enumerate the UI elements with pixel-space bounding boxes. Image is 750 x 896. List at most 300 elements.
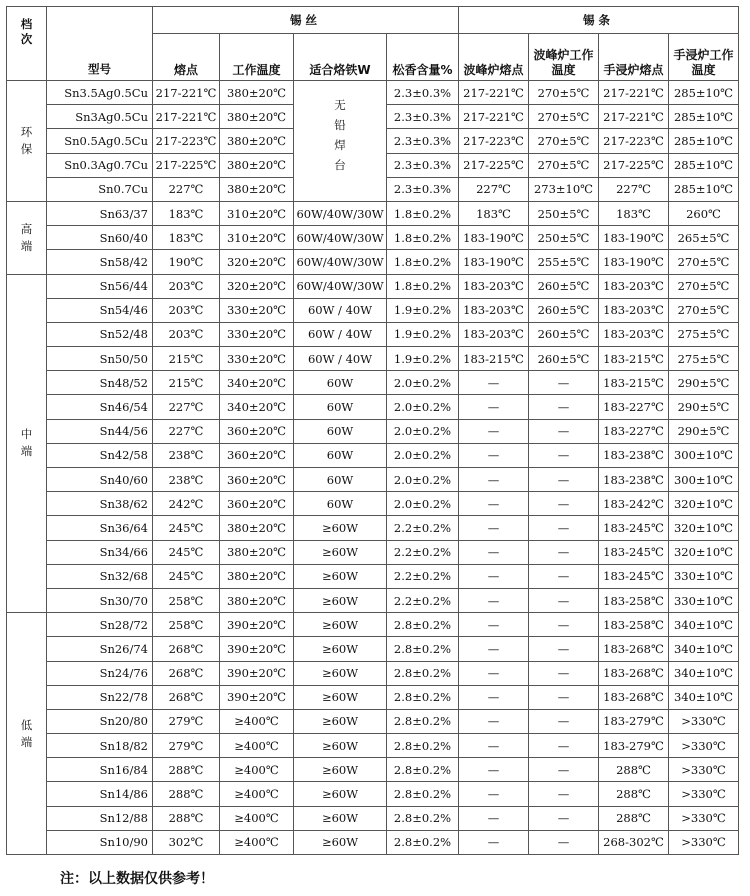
wave-work-cell: — [529,661,599,685]
work-temp-cell: 380±20℃ [220,588,294,612]
dip-melt-cell: 183-279℃ [599,709,669,733]
rosin-cell: 2.2±0.2% [387,588,459,612]
rosin-cell: 1.8±0.2% [387,250,459,274]
iron-cell: 60W [294,443,387,467]
melt-cell: 302℃ [153,830,220,854]
iron-cell: ≥60W [294,613,387,637]
bar-dip-melt-header: 手浸炉熔点 [599,34,669,81]
wave-melt-cell: 217-221℃ [459,81,529,105]
model-cell: Sn36/64 [47,516,153,540]
dip-work-cell: 265±5℃ [669,226,739,250]
table-row [7,226,739,250]
work-temp-cell: 390±20℃ [220,613,294,637]
dip-melt-cell: 183-203℃ [599,322,669,346]
melt-cell: 227℃ [153,419,220,443]
wave-melt-cell: — [459,564,529,588]
wave-work-cell: — [529,685,599,709]
dip-melt-cell: 217-225℃ [599,153,669,177]
dip-melt-cell: 183-227℃ [599,395,669,419]
category-cell: 中端 [7,274,47,613]
wave-work-cell: — [529,443,599,467]
wave-work-cell: 270±5℃ [529,129,599,153]
iron-cell: ≥60W [294,734,387,758]
dip-work-cell: 300±10℃ [669,468,739,492]
rosin-cell: 2.8±0.2% [387,709,459,733]
wire-group-header: 锡丝 [153,7,459,34]
dip-work-cell: 285±10℃ [669,177,739,201]
iron-cell: ≥60W [294,516,387,540]
wave-work-cell: 270±5℃ [529,81,599,105]
bar-wave-work-header: 波峰炉工作温度 [529,34,599,81]
rosin-cell: 2.3±0.3% [387,105,459,129]
melt-cell: 190℃ [153,250,220,274]
dip-work-cell: 340±10℃ [669,613,739,637]
work-temp-cell: 310±20℃ [220,226,294,250]
model-cell: Sn3.5Ag0.5Cu [47,81,153,105]
melt-cell: 288℃ [153,806,220,830]
wave-melt-cell: 183-203℃ [459,322,529,346]
melt-cell: 217-225℃ [153,153,220,177]
model-cell: Sn32/68 [47,564,153,588]
table-row [7,201,739,225]
model-cell: Sn46/54 [47,395,153,419]
wave-work-cell: — [529,419,599,443]
model-cell: Sn42/58 [47,443,153,467]
work-temp-cell: 380±20℃ [220,564,294,588]
wave-melt-cell: — [459,419,529,443]
wave-work-cell: — [529,564,599,588]
dip-melt-cell: 183-227℃ [599,419,669,443]
work-temp-cell: 340±20℃ [220,395,294,419]
work-temp-cell: 320±20℃ [220,250,294,274]
iron-cell: ≥60W [294,758,387,782]
dip-work-cell: 270±5℃ [669,298,739,322]
melt-cell: 215℃ [153,371,220,395]
dip-work-cell: 340±10℃ [669,637,739,661]
melt-cell: 288℃ [153,782,220,806]
model-cell: Sn63/37 [47,201,153,225]
wave-melt-cell: — [459,588,529,612]
wave-melt-cell: — [459,492,529,516]
wave-work-cell: — [529,588,599,612]
wave-work-cell: 260±5℃ [529,322,599,346]
dip-work-cell: 275±5℃ [669,347,739,371]
iron-cell: ≥60W [294,588,387,612]
model-cell: Sn18/82 [47,734,153,758]
dip-melt-cell: 217-223℃ [599,129,669,153]
model-cell: Sn48/52 [47,371,153,395]
work-temp-cell: 330±20℃ [220,298,294,322]
work-temp-cell: 380±20℃ [220,540,294,564]
rosin-cell: 1.8±0.2% [387,274,459,298]
dip-work-cell: 320±10℃ [669,540,739,564]
table-row [7,758,739,782]
dip-melt-cell: 227℃ [599,177,669,201]
category-cell: 环保 [7,81,47,202]
melt-cell: 268℃ [153,661,220,685]
category-cell: 低端 [7,613,47,855]
rosin-cell: 1.9±0.2% [387,298,459,322]
wave-work-cell: 260±5℃ [529,347,599,371]
melt-cell: 217-221℃ [153,105,220,129]
work-temp-cell: 380±20℃ [220,516,294,540]
table-row [7,637,739,661]
wave-melt-cell: — [459,830,529,854]
model-cell: Sn26/74 [47,637,153,661]
iron-cell: ≥60W [294,564,387,588]
dip-work-cell: 270±5℃ [669,250,739,274]
dip-work-cell: 340±10℃ [669,661,739,685]
dip-work-cell: 320±10℃ [669,516,739,540]
rosin-cell: 1.9±0.2% [387,322,459,346]
model-cell: Sn38/62 [47,492,153,516]
melt-cell: 245℃ [153,564,220,588]
model-cell: Sn10/90 [47,830,153,854]
dip-melt-cell: 183-190℃ [599,250,669,274]
dip-work-cell: 290±5℃ [669,395,739,419]
table-row [7,347,739,371]
wave-work-cell: 250±5℃ [529,201,599,225]
wire-rosin-header: 松香含量% [387,34,459,81]
bar-group-header: 锡条 [459,7,739,34]
melt-cell: 288℃ [153,758,220,782]
work-temp-cell: 380±20℃ [220,81,294,105]
iron-cell: ≥60W [294,685,387,709]
work-temp-cell: 360±20℃ [220,443,294,467]
melt-cell: 258℃ [153,613,220,637]
work-temp-cell: ≥400℃ [220,830,294,854]
wave-melt-cell: — [459,806,529,830]
rosin-cell: 2.2±0.2% [387,540,459,564]
wave-melt-cell: — [459,661,529,685]
wire-work-temp-header: 工作温度 [220,34,294,81]
wave-melt-cell: 217-225℃ [459,153,529,177]
work-temp-cell: 360±20℃ [220,419,294,443]
model-cell: Sn12/88 [47,806,153,830]
rosin-cell: 1.8±0.2% [387,201,459,225]
wave-melt-cell: — [459,782,529,806]
dip-work-cell: >330℃ [669,830,739,854]
work-temp-cell: 320±20℃ [220,274,294,298]
wave-melt-cell: — [459,540,529,564]
table-row [7,468,739,492]
table-row [7,395,739,419]
wave-melt-cell: 183℃ [459,201,529,225]
iron-cell: 60W [294,492,387,516]
melt-cell: 238℃ [153,468,220,492]
melt-cell: 268℃ [153,685,220,709]
model-cell: Sn16/84 [47,758,153,782]
rosin-cell: 1.8±0.2% [387,226,459,250]
work-temp-cell: 330±20℃ [220,322,294,346]
rosin-cell: 2.0±0.2% [387,371,459,395]
category-header: 档次 [7,7,47,81]
iron-cell: ≥60W [294,661,387,685]
melt-cell: 227℃ [153,395,220,419]
dip-work-cell: 290±5℃ [669,371,739,395]
melt-cell: 203℃ [153,322,220,346]
table-row [7,613,739,637]
rosin-cell: 2.8±0.2% [387,758,459,782]
wave-melt-cell: 183-190℃ [459,226,529,250]
work-temp-cell: 380±20℃ [220,177,294,201]
iron-cell: 60W / 40W [294,298,387,322]
melt-cell: 258℃ [153,588,220,612]
iron-cell: 60W/40W/30W [294,250,387,274]
iron-cell: 60W / 40W [294,347,387,371]
melt-cell: 227℃ [153,177,220,201]
wave-work-cell: — [529,540,599,564]
model-cell: Sn40/60 [47,468,153,492]
dip-melt-cell: 183-203℃ [599,298,669,322]
melt-cell: 238℃ [153,443,220,467]
work-temp-cell: 390±20℃ [220,685,294,709]
dip-work-cell: >330℃ [669,734,739,758]
iron-cell: ≥60W [294,709,387,733]
melt-cell: 279℃ [153,709,220,733]
table-row [7,419,739,443]
table-row [7,806,739,830]
wave-work-cell: 255±5℃ [529,250,599,274]
dip-work-cell: 285±10℃ [669,129,739,153]
dip-melt-cell: 217-221℃ [599,81,669,105]
category-cell: 高端 [7,201,47,274]
model-cell: Sn0.3Ag0.7Cu [47,153,153,177]
work-temp-cell: ≥400℃ [220,709,294,733]
rosin-cell: 2.8±0.2% [387,661,459,685]
wave-melt-cell: 183-203℃ [459,298,529,322]
dip-work-cell: >330℃ [669,709,739,733]
work-temp-cell: 330±20℃ [220,347,294,371]
rosin-cell: 2.8±0.2% [387,806,459,830]
model-cell: Sn58/42 [47,250,153,274]
iron-cell: ≥60W [294,637,387,661]
table-row [7,371,739,395]
dip-melt-cell: 288℃ [599,806,669,830]
table-row [7,81,739,105]
rosin-cell: 1.9±0.2% [387,347,459,371]
wave-work-cell: — [529,830,599,854]
model-cell: Sn50/50 [47,347,153,371]
work-temp-cell: ≥400℃ [220,758,294,782]
melt-cell: 279℃ [153,734,220,758]
wave-work-cell: — [529,637,599,661]
rosin-cell: 2.0±0.2% [387,419,459,443]
rosin-cell: 2.3±0.3% [387,81,459,105]
wave-melt-cell: — [459,443,529,467]
wave-melt-cell: — [459,734,529,758]
wave-melt-cell: — [459,395,529,419]
model-cell: Sn14/86 [47,782,153,806]
rosin-cell: 2.0±0.2% [387,443,459,467]
lead-free-iron-cell: 无铅焊台 [294,81,387,202]
work-temp-cell: 380±20℃ [220,153,294,177]
model-cell: Sn0.5Ag0.5Cu [47,129,153,153]
melt-cell: 183℃ [153,226,220,250]
wire-iron-header: 适合烙铁W [294,34,387,81]
model-cell: Sn0.7Cu [47,177,153,201]
model-cell: Sn60/40 [47,226,153,250]
model-cell: Sn22/78 [47,685,153,709]
table-row [7,443,739,467]
work-temp-cell: 380±20℃ [220,105,294,129]
dip-melt-cell: 183-203℃ [599,274,669,298]
dip-melt-cell: 288℃ [599,782,669,806]
iron-cell: ≥60W [294,540,387,564]
wave-work-cell: — [529,613,599,637]
melt-cell: 183℃ [153,201,220,225]
header-row-groups [7,7,739,34]
table-row [7,274,739,298]
iron-cell: 60W [294,468,387,492]
work-temp-cell: 310±20℃ [220,201,294,225]
table-row [7,588,739,612]
iron-cell: 60W/40W/30W [294,201,387,225]
wave-melt-cell: 183-203℃ [459,274,529,298]
dip-work-cell: 330±10℃ [669,564,739,588]
dip-work-cell: 285±10℃ [669,105,739,129]
model-cell: Sn24/76 [47,661,153,685]
wave-work-cell: — [529,468,599,492]
wave-melt-cell: — [459,758,529,782]
rosin-cell: 2.3±0.3% [387,153,459,177]
wave-melt-cell: 217-223℃ [459,129,529,153]
dip-melt-cell: 183-268℃ [599,661,669,685]
melt-cell: 203℃ [153,298,220,322]
iron-cell: 60W/40W/30W [294,226,387,250]
work-temp-cell: 380±20℃ [220,129,294,153]
dip-melt-cell: 183-190℃ [599,226,669,250]
rosin-cell: 2.8±0.2% [387,637,459,661]
melt-cell: 217-223℃ [153,129,220,153]
dip-work-cell: >330℃ [669,758,739,782]
wave-work-cell: — [529,758,599,782]
dip-melt-cell: 183-268℃ [599,685,669,709]
dip-melt-cell: 183-215℃ [599,371,669,395]
dip-work-cell: 320±10℃ [669,492,739,516]
dip-melt-cell: 183-238℃ [599,443,669,467]
table-row [7,516,739,540]
model-cell: Sn56/44 [47,274,153,298]
dip-work-cell: 285±10℃ [669,153,739,177]
wire-melt-header: 熔点 [153,34,220,81]
work-temp-cell: 360±20℃ [220,492,294,516]
model-cell: Sn28/72 [47,613,153,637]
dip-work-cell: 330±10℃ [669,588,739,612]
model-header: 型号 [47,7,153,81]
table-row [7,734,739,758]
model-cell: Sn20/80 [47,709,153,733]
wave-work-cell: — [529,734,599,758]
dip-melt-cell: 183-245℃ [599,564,669,588]
model-cell: Sn30/70 [47,588,153,612]
dip-melt-cell: 183-242℃ [599,492,669,516]
dip-melt-cell: 183-245℃ [599,540,669,564]
table-row [7,709,739,733]
dip-melt-cell: 268-302℃ [599,830,669,854]
wave-melt-cell: — [459,613,529,637]
wave-work-cell: — [529,395,599,419]
solder-spec-table [6,6,739,855]
rosin-cell: 2.8±0.2% [387,782,459,806]
model-cell: Sn54/46 [47,298,153,322]
work-temp-cell: ≥400℃ [220,806,294,830]
model-cell: Sn44/56 [47,419,153,443]
dip-work-cell: 300±10℃ [669,443,739,467]
rosin-cell: 2.8±0.2% [387,830,459,854]
work-temp-cell: ≥400℃ [220,782,294,806]
melt-cell: 268℃ [153,637,220,661]
rosin-cell: 2.8±0.2% [387,734,459,758]
wave-melt-cell: — [459,709,529,733]
melt-cell: 245℃ [153,540,220,564]
wave-work-cell: — [529,492,599,516]
wave-work-cell: 260±5℃ [529,274,599,298]
melt-cell: 242℃ [153,492,220,516]
table-row [7,250,739,274]
wave-work-cell: 250±5℃ [529,226,599,250]
dip-melt-cell: 183-258℃ [599,613,669,637]
wave-melt-cell: — [459,685,529,709]
bar-wave-melt-header: 波峰炉熔点 [459,34,529,81]
table-row [7,782,739,806]
dip-melt-cell: 183-258℃ [599,588,669,612]
melt-cell: 217-221℃ [153,81,220,105]
model-cell: Sn3Ag0.5Cu [47,105,153,129]
wave-melt-cell: 227℃ [459,177,529,201]
melt-cell: 245℃ [153,516,220,540]
table-row [7,322,739,346]
iron-cell: ≥60W [294,782,387,806]
dip-melt-cell: 183-268℃ [599,637,669,661]
iron-cell: 60W/40W/30W [294,274,387,298]
dip-work-cell: 285±10℃ [669,81,739,105]
work-temp-cell: ≥400℃ [220,734,294,758]
work-temp-cell: 360±20℃ [220,468,294,492]
table-row [7,661,739,685]
footnote: 注：以上数据仅供参考！ [60,871,214,887]
wave-work-cell: 270±5℃ [529,153,599,177]
table-row [7,830,739,854]
rosin-cell: 2.0±0.2% [387,492,459,516]
iron-cell: 60W / 40W [294,322,387,346]
wave-work-cell: 260±5℃ [529,298,599,322]
iron-cell: 60W [294,371,387,395]
wave-work-cell: — [529,709,599,733]
dip-work-cell: >330℃ [669,806,739,830]
dip-melt-cell: 183-215℃ [599,347,669,371]
table-row [7,564,739,588]
rosin-cell: 2.2±0.2% [387,516,459,540]
rosin-cell: 2.3±0.3% [387,129,459,153]
bar-dip-work-header: 手浸炉工作温度 [669,34,739,81]
dip-work-cell: 290±5℃ [669,419,739,443]
melt-cell: 203℃ [153,274,220,298]
work-temp-cell: 390±20℃ [220,637,294,661]
dip-melt-cell: 217-221℃ [599,105,669,129]
wave-work-cell: 270±5℃ [529,105,599,129]
rosin-cell: 2.2±0.2% [387,564,459,588]
wave-melt-cell: 217-221℃ [459,105,529,129]
dip-melt-cell: 183-245℃ [599,516,669,540]
rosin-cell: 2.8±0.2% [387,685,459,709]
iron-cell: ≥60W [294,806,387,830]
wave-work-cell: — [529,371,599,395]
dip-melt-cell: 288℃ [599,758,669,782]
rosin-cell: 2.8±0.2% [387,613,459,637]
wave-work-cell: — [529,516,599,540]
dip-work-cell: 260℃ [669,201,739,225]
